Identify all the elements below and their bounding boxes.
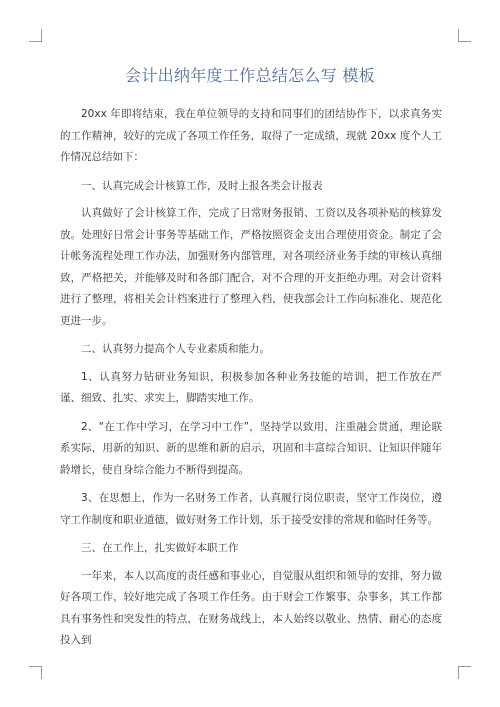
crop-mark-bottom-left-v (41, 666, 42, 679)
paragraph-section-3: 一年来，本人以高度的责任感和事业心，自觉服从组织和领导的安排，努力做好各项工作，较好地完成了各项工作任务。由于财会工作繁事、杂事多，其工作都具有事务性和突发性的特点，在财务战线上，本人始终以敬业、热情、耐心的态度投入到 (60, 569, 442, 646)
paragraph-item-1: 1、认真努力钻研业务知识，积极参加各种业务技能的培训，把工作放在严谨、细致、扎实、求实上，脚踏实地工作。 (60, 370, 442, 404)
crop-mark-bottom-right-v (458, 666, 459, 679)
heading-section-3: 三、在工作上，扎实做好本职工作 (81, 542, 239, 554)
crop-mark-top-left-v (41, 29, 42, 42)
document-title: 会计出纳年度工作总结怎么写 模板 (125, 66, 375, 85)
crop-mark-top-right-h (458, 41, 471, 42)
paragraph-item-2: 2、“在工作中学习，在学习中工作”，坚持学以致用，注重融会贯通，理论联系实际，用新的知识、新的思维和新的启示，巩固和丰富综合知识、让知识伴随年龄增长，使自身综合能力不断得到提高。 (60, 420, 442, 476)
paragraph-section-1: 认真做好了会计核算工作，完成了日常财务报销、工资以及各项补贴的核算发放。处理好日常会计事务等基础工作，严格按照资金支出合理使用资金。制定了会计帐务流程处理工作办法，加强财务内部管理，对各项经济业务手续的审核认真细致，严格把关，并能够及时和各部门配合，对不合理的开支拒绝办理。对会计资料进行了整理，将相关会计档案进行了整理入档，使我部会计工作向标准化、规范化更进一步。 (60, 207, 442, 327)
document-body (60, 104, 442, 659)
paragraph-item-3: 3、在思想上，作为一名财务工作者，认真履行岗位职责，坚守工作岗位，遵守工作制度和职业道德，做好财务工作计划，乐于接受安排的常规和临时任务等。 (60, 492, 442, 526)
heading-section-1: 一、认真完成会计核算工作，及时上报各类会计报表 (81, 179, 323, 192)
heading-section-2: 二、认真努力提高个人专业素质和能力。 (81, 343, 270, 355)
crop-mark-bottom-right-h (458, 666, 471, 667)
paragraph-intro: 20xx 年即将结束，我在单位领导的支持和同事们的团结协作下，以求真务实的工作精神，较好的完成了各项工作任务，取得了一定成绩，现就 20xx 度个人工作情况总结如下： (60, 108, 442, 163)
crop-mark-top-right-v (458, 29, 459, 42)
